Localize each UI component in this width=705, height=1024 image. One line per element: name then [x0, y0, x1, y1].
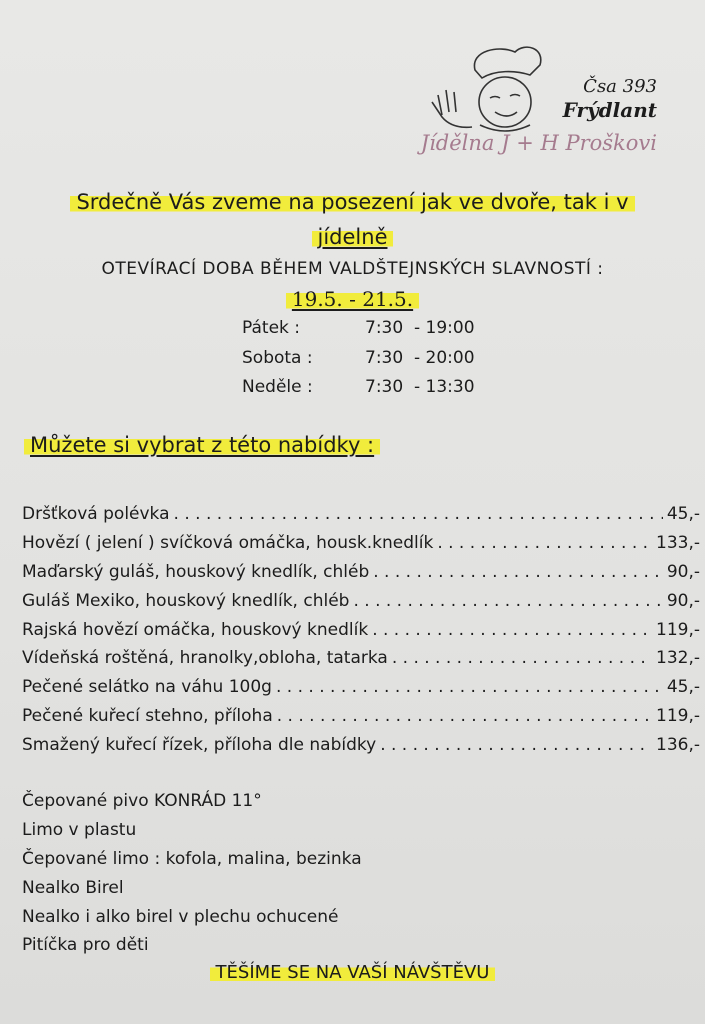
opening-hours — [242, 318, 475, 407]
menu-item: Dršťková polévka . . . 45,- — [22, 504, 700, 533]
menu-item: Rajská hovězí omáčka, houskový knedlík . . . 119,- — [22, 620, 700, 649]
hours-row: Sobota : 7:30 - 20:00 — [242, 347, 475, 368]
menu-item: Maďarský guláš, houskový knedlík, chléb . . . 90,- — [22, 562, 700, 591]
menu-item: Pečené selátko na váhu 100g . . . 45,- — [22, 677, 700, 706]
restaurant-name: Jídělna J + H Proškovi — [420, 131, 657, 155]
dot-leader — [277, 706, 652, 726]
menu-item: Pečené kuřecí stehno, příloha . . . 119,- — [22, 706, 700, 735]
dot-leader — [392, 648, 652, 668]
drinks-list — [22, 791, 362, 964]
invitation-line-2: jídelně — [0, 225, 705, 249]
hours-row: Pátek : 7:30 - 19:00 — [242, 318, 475, 338]
menu-item: Vídeňská roštěná, hranolky,obloha, tatarka . . . 132,- — [22, 648, 700, 677]
drink-item: Čepované limo : kofola, malina, bezinka — [22, 848, 362, 869]
dot-leader — [373, 562, 663, 582]
dot-leader — [437, 533, 652, 553]
dot-leader — [174, 504, 663, 524]
invitation-line-1: Srdečně Vás zveme na posezení jak ve dvoře, tak i v — [0, 190, 705, 214]
opening-dates: 19.5. - 21.5. — [0, 287, 705, 311]
menu-heading: Můžete si vybrat z této nabídky : — [24, 433, 380, 457]
opening-title: OTEVÍRACÍ DOBA BĚHEM VALDŠTEJNSKÝCH SLAVNOSTÍ : — [101, 259, 604, 279]
drink-item: Čepované pivo KONRÁD 11° — [22, 791, 262, 811]
drink-item: Pitíčka pro děti — [22, 935, 149, 956]
menu-item: Smažený kuřecí řízek, příloha dle nabídky . . . 136,- — [22, 735, 700, 764]
drink-item: Nealko i alko birel v plechu ochucené — [22, 906, 339, 927]
dot-leader — [353, 591, 662, 611]
address: Čsa 393 — [583, 76, 657, 97]
town: Frýdlant — [562, 98, 657, 122]
dot-leader — [276, 677, 663, 697]
dot-leader — [380, 735, 652, 755]
drink-item: Nealko Birel — [22, 877, 124, 898]
menu-item: Hovězí ( jelení ) svíčková omáčka, housk.knedlík . . . 133,- — [22, 533, 700, 562]
menu-item: Guláš Mexiko, houskový knedlík, chléb . . . 90,- — [22, 591, 700, 620]
dot-leader — [372, 620, 652, 640]
menu-list — [22, 504, 700, 764]
hours-row: Neděle : 7:30 - 13:30 — [242, 377, 475, 397]
footer-greeting: TĚŠÍME SE NA VAŠÍ NÁVŠTĚVU — [0, 962, 705, 983]
drink-item: Limo v plastu — [22, 819, 137, 840]
